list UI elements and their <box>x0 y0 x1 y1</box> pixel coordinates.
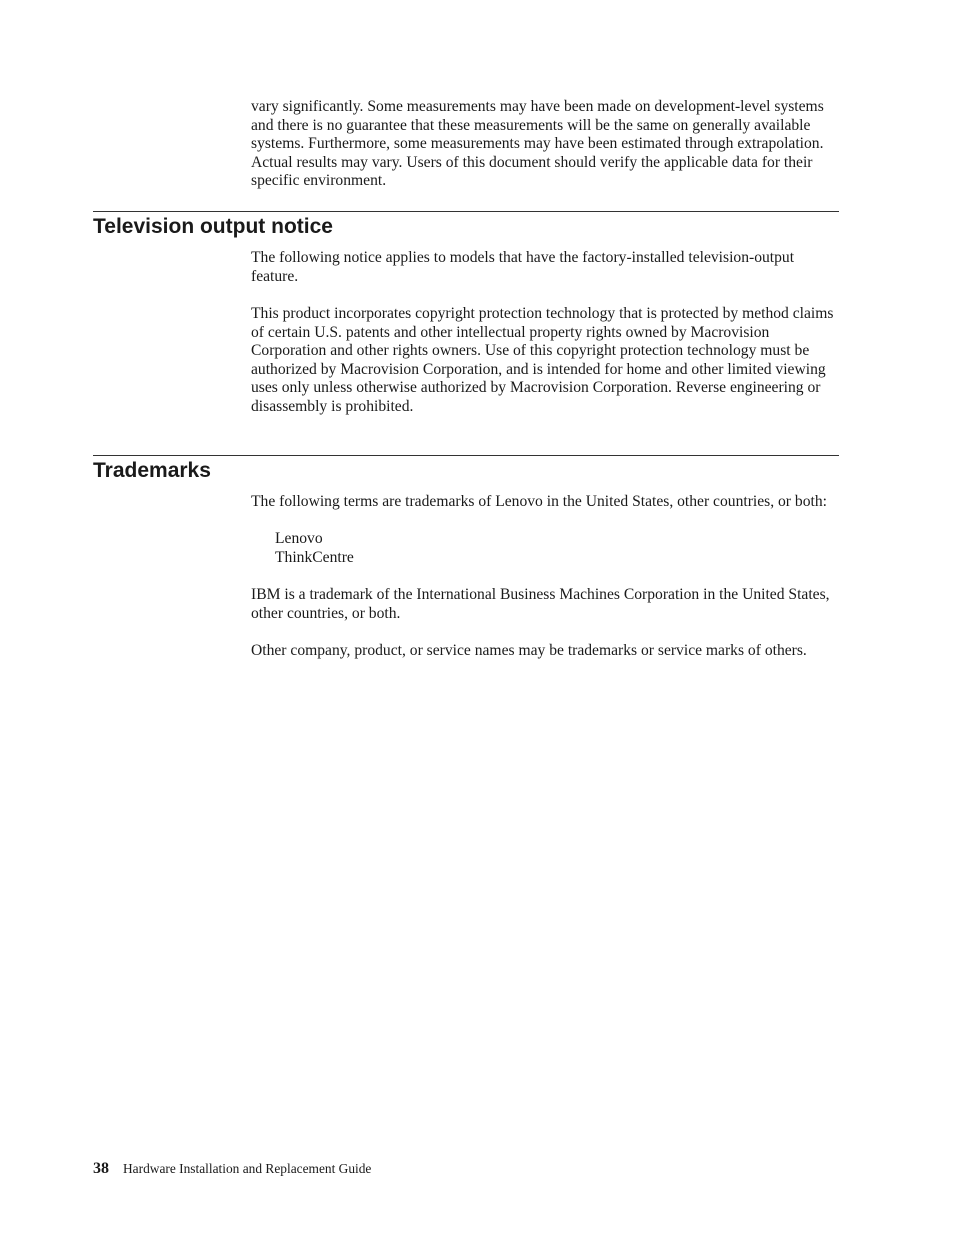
section-divider-trademarks <box>93 455 839 456</box>
page-footer <box>93 1160 371 1178</box>
heading-television-output-notice: Television output notice <box>93 215 333 238</box>
other-trademarks-paragraph: Other company, product, or service names may be trademarks or service marks of others. <box>251 642 807 659</box>
page-number: 38 <box>93 1160 109 1177</box>
trademark-item-lenovo: Lenovo <box>275 530 323 547</box>
intro-paragraph: vary significantly. Some measurements may have been made on development-level systems and there is no guarantee that these measurements will be the same on generally available systems. Furthermore, some measurements may have been estimated through extrapolation. Actual results may vary. Users of this document should verify the applicable data for their specific environment. <box>251 98 824 190</box>
section-divider-television <box>93 211 839 212</box>
trademark-item-thinkcentre: ThinkCentre <box>275 548 354 566</box>
trademark-list <box>275 530 354 567</box>
heading-trademarks: Trademarks <box>93 459 211 482</box>
tv-notice-paragraph-1: The following notice applies to models that have the factory-installed television-output feature. <box>251 249 795 285</box>
tv-notice-paragraph-2: This product incorporates copyright protection technology that is protected by method claims of certain U.S. patents and other intellectual property rights owned by Macrovision Corporation and other rights owners. Use of this copyright protection technology must be authorized by Macrovision Corporation, and is intended for home and other limited viewing uses only unless otherwise authorized by Macrovision Corporation. Reverse engineering or disassembly is prohibited. <box>251 305 834 415</box>
trademarks-intro-paragraph: The following terms are trademarks of Lenovo in the United States, other countries, or both: <box>251 493 827 510</box>
document-title: Hardware Installation and Replacement Guide <box>123 1161 372 1176</box>
ibm-trademark-paragraph: IBM is a trademark of the International Business Machines Corporation in the United States, other countries, or both. <box>251 586 830 622</box>
